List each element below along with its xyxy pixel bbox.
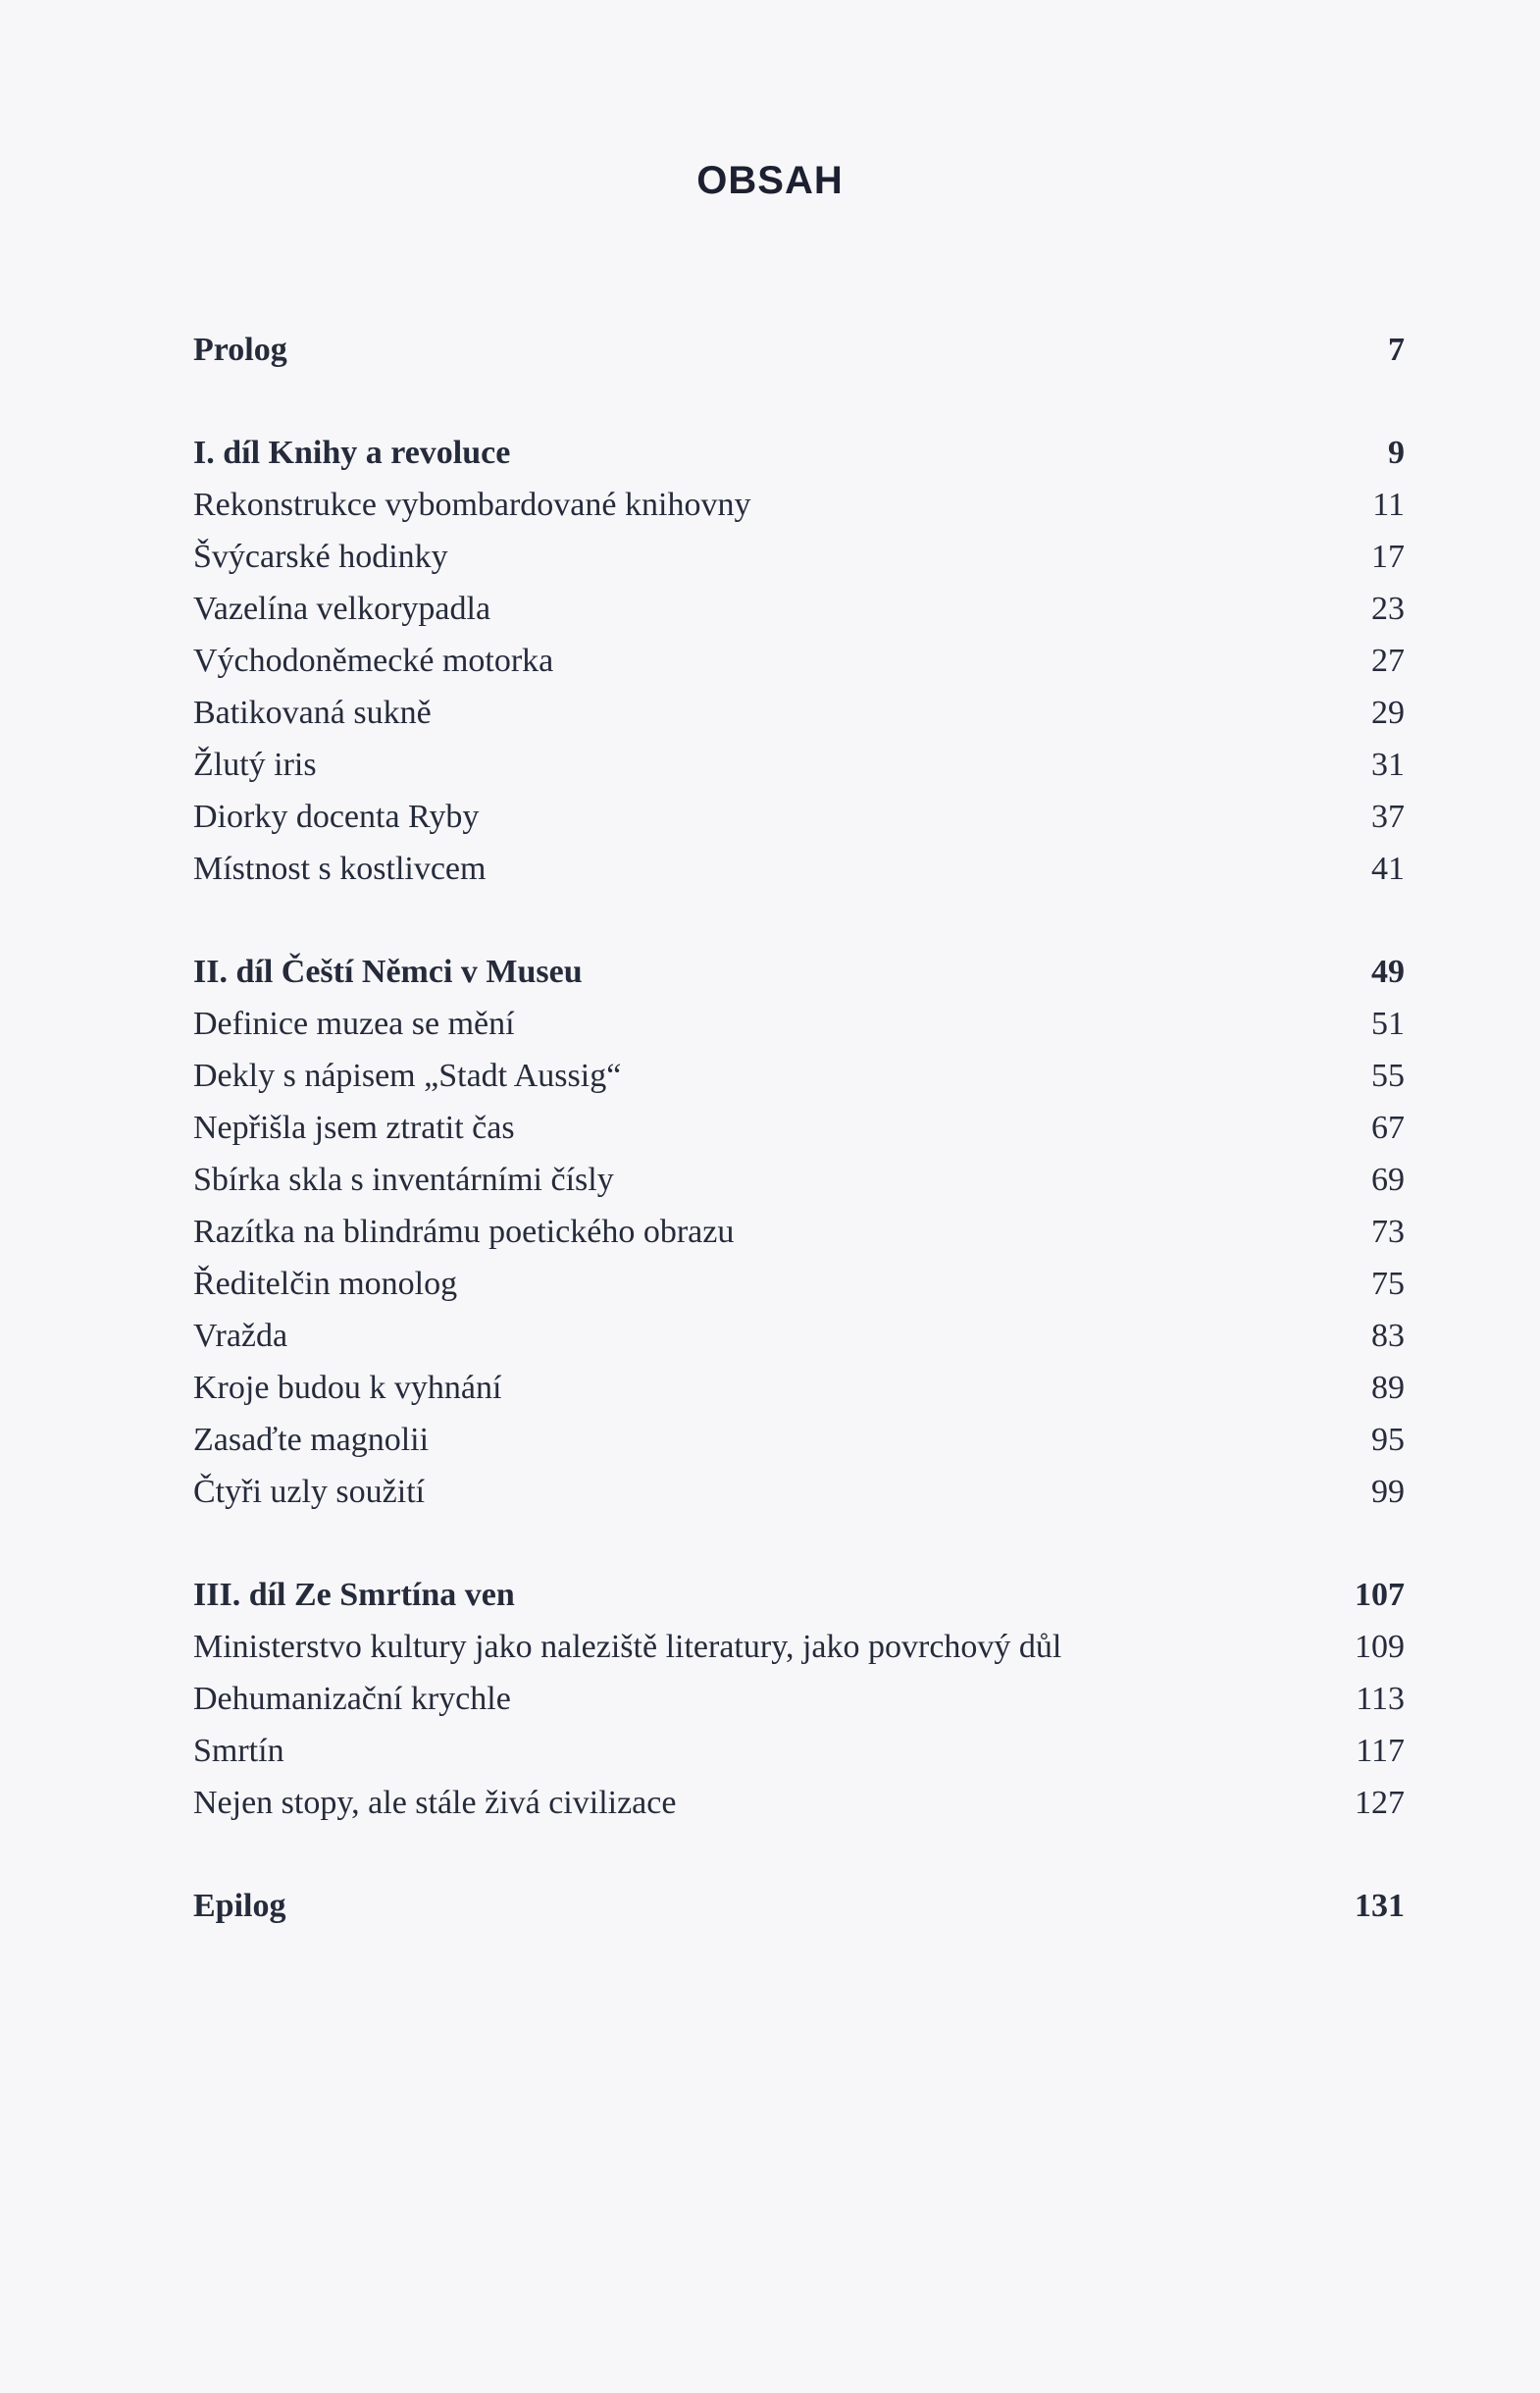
entry-label: Švýcarské hodinky	[193, 539, 448, 575]
entry-page: 73	[1371, 1214, 1405, 1250]
toc-entry	[193, 998, 1405, 1050]
entry-page: 113	[1356, 1681, 1405, 1717]
entry-label: Diorky docenta Ryby	[193, 799, 480, 835]
entry-label: Ředitelčin monolog	[193, 1266, 458, 1302]
entry-page: 99	[1371, 1474, 1405, 1510]
toc-entry	[193, 1154, 1405, 1206]
toc-entry	[193, 1050, 1405, 1102]
entry-label: Epilog	[193, 1888, 286, 1924]
entry-label: Rekonstrukce vybombardované knihovny	[193, 487, 751, 523]
toc-entry	[193, 1466, 1405, 1518]
entry-label: Žlutý iris	[193, 747, 317, 783]
entry-label: Nejen stopy, ale stále živá civilizace	[193, 1785, 677, 1821]
part-page: 9	[1388, 435, 1405, 471]
entry-page: 41	[1371, 851, 1405, 887]
toc-entry	[193, 479, 1405, 531]
entry-page: 31	[1371, 747, 1405, 783]
entry-page: 127	[1355, 1785, 1405, 1821]
entry-label: Čtyři uzly soužití	[193, 1474, 426, 1510]
part-label: III. díl Ze Smrtína ven	[193, 1577, 515, 1613]
entry-page: 51	[1371, 1006, 1405, 1042]
entry-label: Východoněmecké motorka	[193, 643, 554, 679]
toc-entry	[193, 843, 1405, 895]
entry-label: Ministerstvo kultury jako naleziště literatury, jako povrchový důl	[193, 1629, 1062, 1665]
toc-entry	[193, 1362, 1405, 1414]
toc-entry-epilog	[193, 1880, 1405, 1932]
entry-page: 29	[1371, 695, 1405, 731]
table-of-contents	[193, 324, 1405, 1932]
toc-entry	[193, 1673, 1405, 1725]
toc-entry	[193, 791, 1405, 843]
toc-entry	[193, 687, 1405, 739]
entry-page: 37	[1371, 799, 1405, 835]
toc-entry	[193, 583, 1405, 635]
entry-label: Prolog	[193, 332, 287, 368]
entry-label: Vazelína velkorypadla	[193, 591, 491, 627]
entry-page: 75	[1371, 1266, 1405, 1302]
toc-entry-prolog	[193, 324, 1405, 376]
entry-label: Kroje budou k vyhnání	[193, 1370, 502, 1406]
entry-label: Smrtín	[193, 1733, 284, 1769]
entry-label: Definice muzea se mění	[193, 1006, 515, 1042]
toc-part-3	[193, 1569, 1405, 1621]
toc-entry	[193, 1102, 1405, 1154]
entry-label: Místnost s kostlivcem	[193, 851, 487, 887]
toc-entry	[193, 1310, 1405, 1362]
entry-label: Dehumanizační krychle	[193, 1681, 511, 1717]
entry-page: 109	[1355, 1629, 1405, 1665]
entry-page: 11	[1372, 487, 1405, 523]
part-page: 49	[1371, 954, 1405, 990]
entry-label: Vražda	[193, 1318, 288, 1354]
entry-page: 89	[1371, 1370, 1405, 1406]
entry-page: 67	[1371, 1110, 1405, 1146]
entry-page: 69	[1371, 1162, 1405, 1198]
entry-page: 117	[1356, 1733, 1405, 1769]
toc-entry	[193, 531, 1405, 583]
entry-label: Dekly s nápisem „Stadt Aussig“	[193, 1058, 622, 1094]
entry-page: 7	[1388, 332, 1405, 368]
toc-entry	[193, 1258, 1405, 1310]
entry-label: Batikovaná sukně	[193, 695, 432, 731]
entry-page: 55	[1371, 1058, 1405, 1094]
entry-page: 17	[1371, 539, 1405, 575]
toc-entry	[193, 1777, 1405, 1829]
page-title: OBSAH	[696, 159, 844, 202]
toc-entry	[193, 1206, 1405, 1258]
entry-label: Zasaďte magnolii	[193, 1422, 430, 1458]
toc-part-1	[193, 427, 1405, 479]
entry-label: Nepřišla jsem ztratit čas	[193, 1110, 515, 1146]
entry-page: 27	[1371, 643, 1405, 679]
toc-entry	[193, 1621, 1405, 1673]
part-label: I. díl Knihy a revoluce	[193, 435, 511, 471]
toc-entry	[193, 1725, 1405, 1777]
entry-label: Razítka na blindrámu poetického obrazu	[193, 1214, 735, 1250]
toc-entry	[193, 635, 1405, 687]
toc-part-2	[193, 946, 1405, 998]
entry-page: 83	[1371, 1318, 1405, 1354]
entry-label: Sbírka skla s inventárními čísly	[193, 1162, 614, 1198]
toc-entry	[193, 739, 1405, 791]
toc-entry	[193, 1414, 1405, 1466]
entry-page: 23	[1371, 591, 1405, 627]
entry-page: 95	[1371, 1422, 1405, 1458]
entry-page: 131	[1355, 1888, 1405, 1924]
part-label: II. díl Čeští Němci v Museu	[193, 954, 583, 990]
part-page: 107	[1355, 1577, 1405, 1613]
